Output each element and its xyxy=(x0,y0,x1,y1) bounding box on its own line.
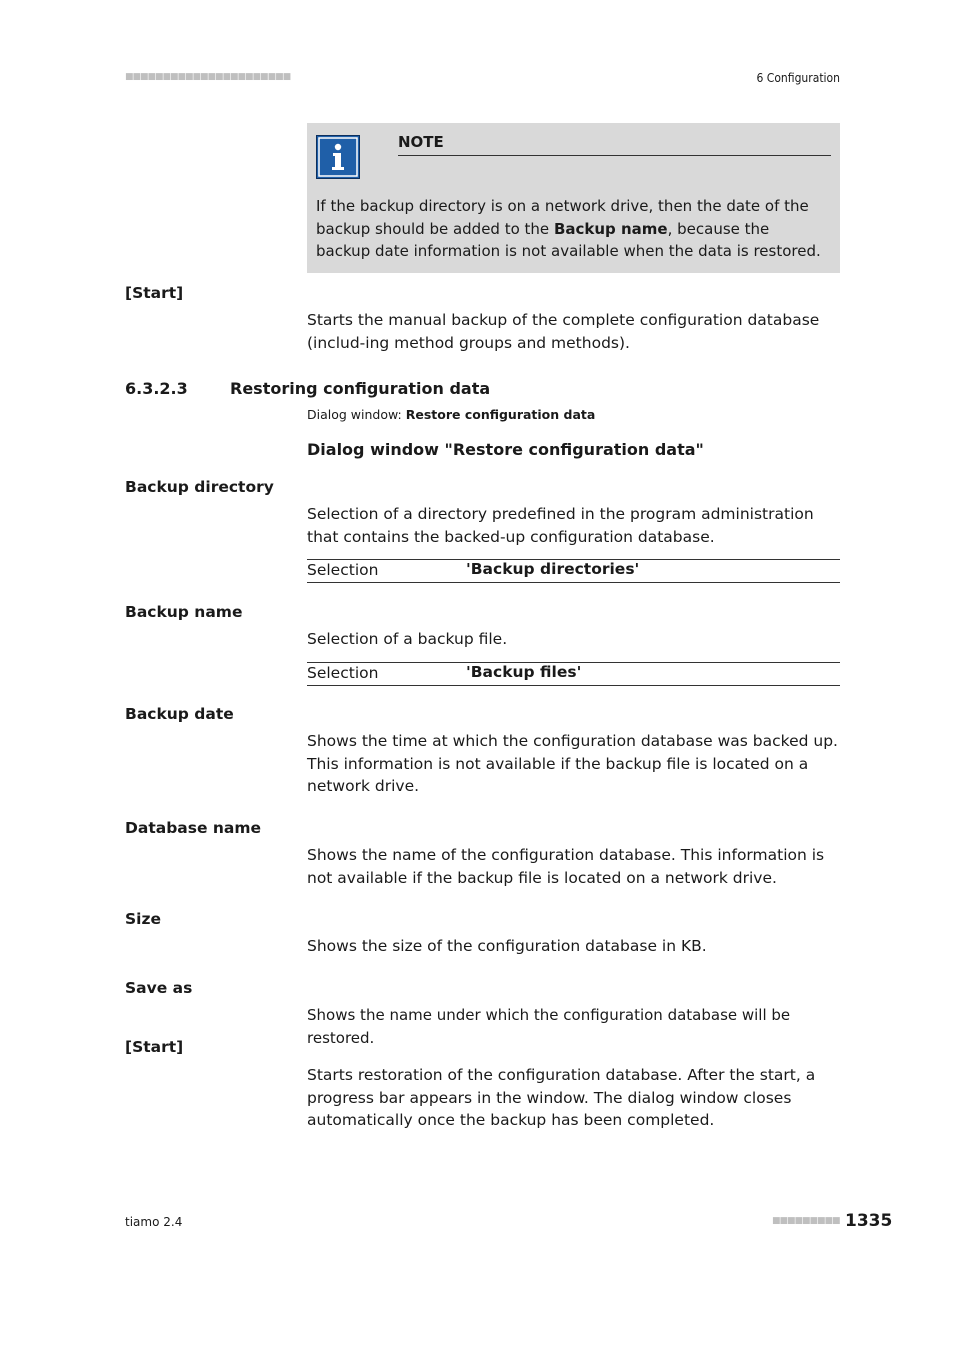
term-start-restore: [Start] xyxy=(125,1038,184,1056)
info-icon xyxy=(316,135,360,179)
term-save-as: Save as xyxy=(125,979,193,997)
desc-start-restore: Starts restoration of the configuration database. After the start, a progress bar appears in the window. The dialog window closes automatically once the backup has been completed. xyxy=(307,1066,816,1129)
note-text-part: , because the backup date information is not available when the data is restored. xyxy=(316,219,821,260)
dialog-reference xyxy=(307,407,595,422)
header-decoration: ■■■■■■■■■■■■■■■■■■■■■■ xyxy=(125,72,291,82)
selection-label: Selection xyxy=(307,664,379,682)
term-size: Size xyxy=(125,910,162,928)
selection-table-backup-directory xyxy=(307,559,840,583)
desc-save-as: Shows the name under which the configuration database will be restored. xyxy=(307,1006,791,1047)
note-text-part: If the backup directory is on a network drive, then the date of the backup should be added to the xyxy=(316,197,809,238)
note-divider xyxy=(398,155,831,156)
selection-value: 'Backup directories' xyxy=(466,560,640,578)
note-box xyxy=(307,123,840,273)
desc-backup-directory: Selection of a directory predefined in the program administration that contains the backed-up configuration database. xyxy=(307,505,814,546)
footer-decoration: ■■■■■■■■■ xyxy=(772,1216,840,1226)
section-title: Restoring configuration data xyxy=(230,379,491,398)
selection-table-backup-name xyxy=(307,662,840,686)
selection-label: Selection xyxy=(307,561,379,579)
selection-value: 'Backup files' xyxy=(466,663,582,681)
term-start-backup: [Start] xyxy=(125,284,184,302)
desc-database-name: Shows the name of the configuration database. This information is not available if the backup file is located on a network drive. xyxy=(307,846,825,887)
dialog-subheading: Dialog window "Restore configuration data" xyxy=(307,440,704,459)
product-version: tiamo 2.4 xyxy=(125,1215,183,1229)
dialog-name: Restore configuration data xyxy=(405,407,596,422)
term-backup-date: Backup date xyxy=(125,705,234,723)
desc-backup-name: Selection of a backup file. xyxy=(307,630,508,648)
desc-backup-date: Shows the time at which the configuration database was backed up. This information is not available if the backup file is located on a network drive. xyxy=(307,732,838,795)
note-title: NOTE xyxy=(398,133,444,151)
note-text xyxy=(316,195,826,263)
term-backup-name: Backup name xyxy=(125,603,243,621)
section-number: 6.3.2.3 xyxy=(125,379,188,398)
desc-size: Shows the size of the configuration database in KB. xyxy=(307,937,707,955)
term-backup-directory: Backup directory xyxy=(125,478,274,496)
chapter-title: 6 Configuration xyxy=(756,71,840,85)
term-database-name: Database name xyxy=(125,819,262,837)
note-text-bold: Backup name xyxy=(553,219,668,238)
page-number: 1335 xyxy=(845,1211,893,1231)
desc-start-backup: Starts the manual backup of the complete configuration database (includ-ing method groups and methods). xyxy=(307,311,820,352)
dialog-prefix: Dialog window: xyxy=(307,407,406,422)
